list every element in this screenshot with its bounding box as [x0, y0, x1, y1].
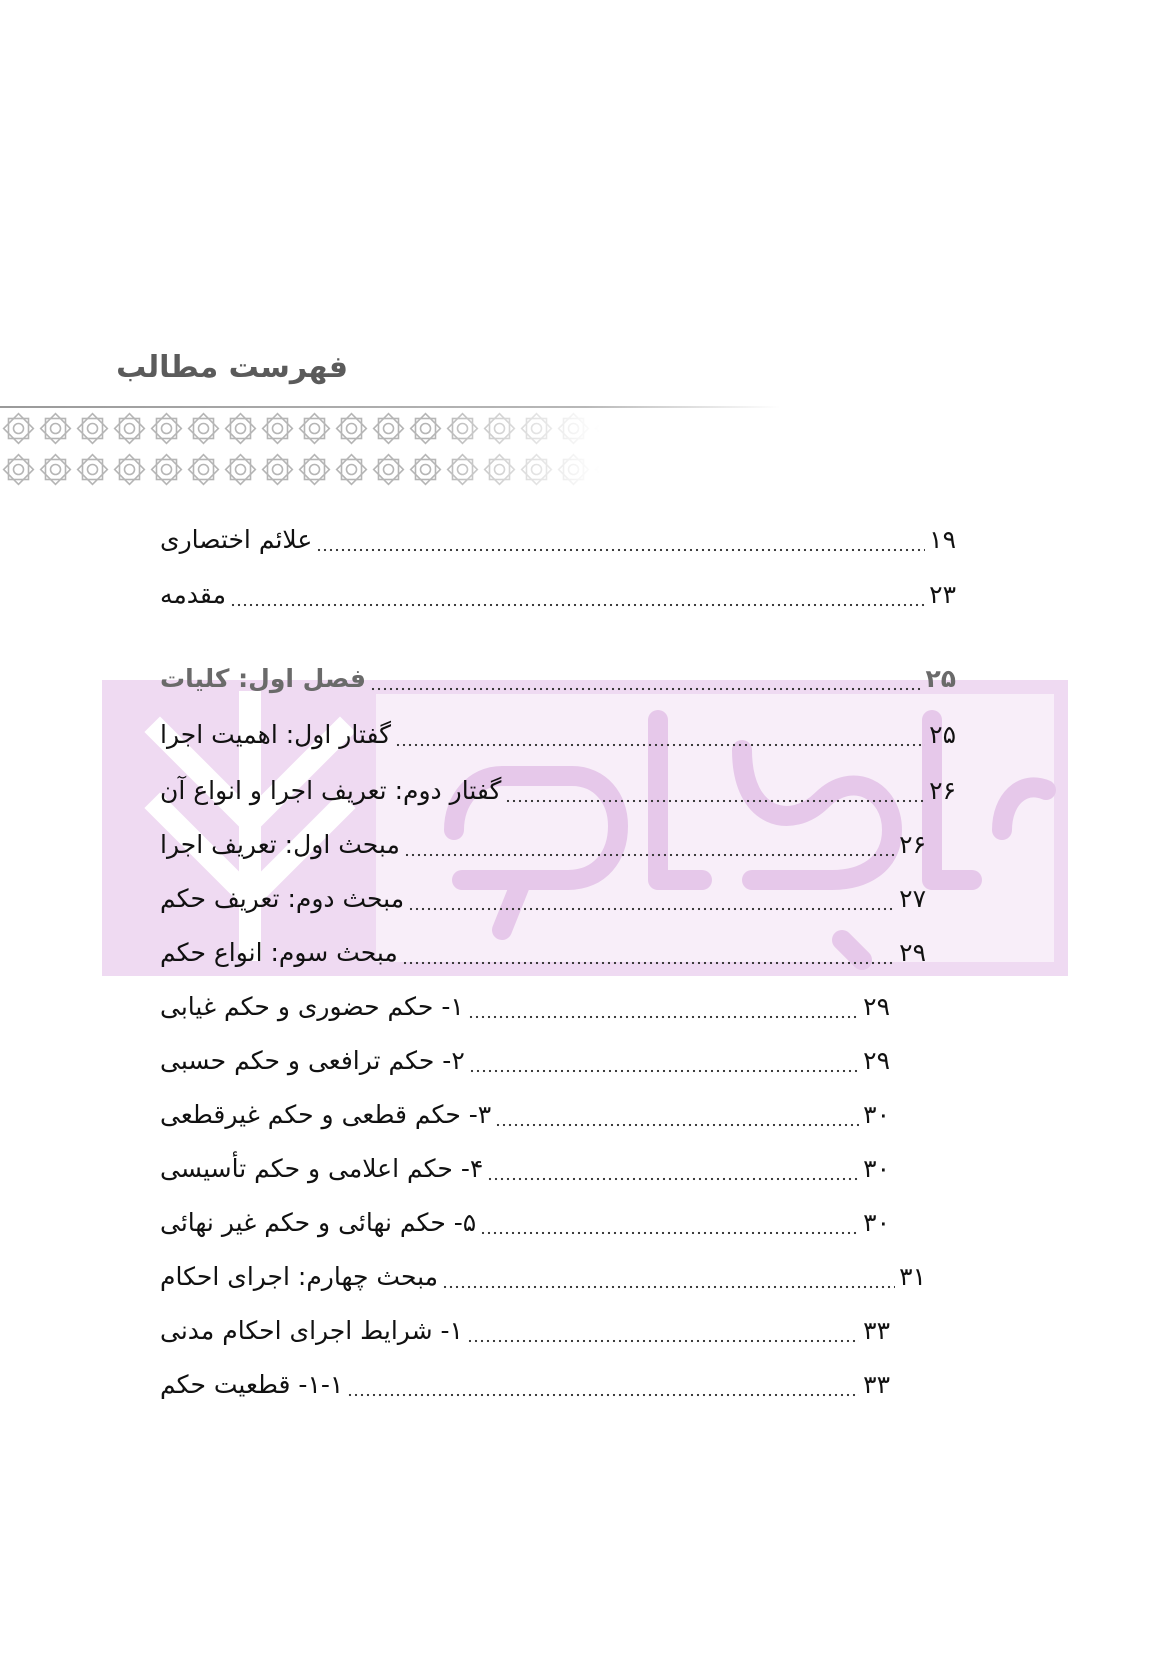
- toc-entry-title: مقدمه: [160, 580, 226, 609]
- toc-entry-page: ۳۱: [899, 1262, 926, 1291]
- toc-row-item-5[interactable]: [160, 1200, 890, 1246]
- toc-entry-title: مبحث سوم: انواع حکم: [160, 938, 398, 967]
- toc-entry-page: ۳۳: [863, 1370, 890, 1399]
- dot-leader: [404, 853, 895, 857]
- toc-entry-page: ۲۵: [929, 720, 956, 749]
- toc-entry-title: ۱- حکم حضوری و حکم غیابی: [160, 992, 464, 1021]
- dot-leader: [495, 1123, 859, 1127]
- toc-row-topic-four[interactable]: [160, 1254, 926, 1300]
- dot-leader: [347, 1393, 859, 1397]
- toc-entry-page: ۳۳: [863, 1316, 890, 1345]
- toc-entry-page: ۲۹: [863, 1046, 890, 1075]
- toc-entry-page: ۱۹: [929, 525, 956, 554]
- dot-leader: [402, 961, 895, 965]
- dot-leader: [467, 1339, 859, 1343]
- dot-leader: [480, 1231, 859, 1235]
- toc-entry-title: مبحث دوم: تعریف حکم: [160, 884, 405, 913]
- toc-row-item-1[interactable]: [160, 984, 890, 1030]
- toc-entry-page: ۲۶: [929, 776, 956, 805]
- toc-entry-page: ۳۰: [863, 1100, 890, 1129]
- toc-entry-title: ۳- حکم قطعی و حکم غیرقطعی: [160, 1100, 492, 1129]
- toc-row-topic-two[interactable]: [160, 876, 926, 922]
- toc-row-chapter-one[interactable]: [160, 656, 956, 702]
- dot-leader: [230, 603, 925, 607]
- dot-leader: [487, 1177, 859, 1181]
- toc-entry-title: ۱-۱- قطعیت حکم: [160, 1370, 344, 1399]
- dot-leader: [316, 548, 925, 552]
- dot-leader: [370, 687, 921, 691]
- dot-leader: [408, 907, 895, 911]
- toc-entry-page: ۲۵: [925, 664, 956, 693]
- toc-entry-title: ۱- شرایط اجرای احکام مدنی: [160, 1316, 463, 1345]
- toc-row-item-2[interactable]: [160, 1038, 890, 1084]
- table-of-contents: [160, 0, 1010, 1654]
- toc-entry-title: ۵- حکم نهائی و حکم غیر نهائی: [160, 1208, 477, 1237]
- toc-entry-title: ۴- حکم اعلامی و حکم تأسیسی: [160, 1154, 484, 1183]
- toc-row-item-civil-execution-conditions[interactable]: [160, 1308, 890, 1354]
- toc-entry-title: مبحث اول: تعریف اجرا: [160, 830, 400, 859]
- toc-entry-page: ۲۹: [863, 992, 890, 1021]
- toc-entry-page: ۳۰: [863, 1208, 890, 1237]
- toc-entry-title: ۲- حکم ترافعی و حکم حسبی: [160, 1046, 465, 1075]
- toc-entry-page: ۲۶: [899, 830, 926, 859]
- dot-leader: [469, 1069, 859, 1073]
- toc-entry-page: ۲۷: [899, 884, 926, 913]
- toc-row-item-3[interactable]: [160, 1092, 890, 1138]
- toc-row-section-one[interactable]: [160, 712, 956, 758]
- toc-entry-page: ۲۹: [899, 938, 926, 967]
- toc-entry-page: ۳۰: [863, 1154, 890, 1183]
- toc-entry-title: مبحث چهارم: اجرای احکام: [160, 1262, 439, 1291]
- toc-row-introduction[interactable]: [160, 572, 956, 618]
- toc-entry-page: ۲۳: [929, 580, 956, 609]
- toc-entry-title: گفتار اول: اهمیت اجرا: [160, 720, 392, 749]
- toc-row-front-matter-abbreviations[interactable]: [160, 517, 956, 563]
- toc-row-topic-three[interactable]: [160, 930, 926, 976]
- dot-leader: [395, 743, 925, 747]
- dot-leader: [468, 1015, 859, 1019]
- toc-entry-title: گفتار دوم: تعریف اجرا و انواع آن: [160, 776, 502, 805]
- toc-row-section-two[interactable]: [160, 768, 956, 814]
- toc-row-item-4[interactable]: [160, 1146, 890, 1192]
- toc-entry-title: فصل اول: کلیات: [160, 664, 366, 693]
- toc-entry-title: علائم اختصاری: [160, 525, 313, 554]
- dot-leader: [442, 1285, 895, 1289]
- toc-row-item-finality-of-judgment[interactable]: [160, 1362, 890, 1408]
- toc-row-topic-one[interactable]: [160, 822, 926, 868]
- dot-leader: [505, 799, 925, 803]
- page-title: فهرست مطالب: [116, 350, 348, 385]
